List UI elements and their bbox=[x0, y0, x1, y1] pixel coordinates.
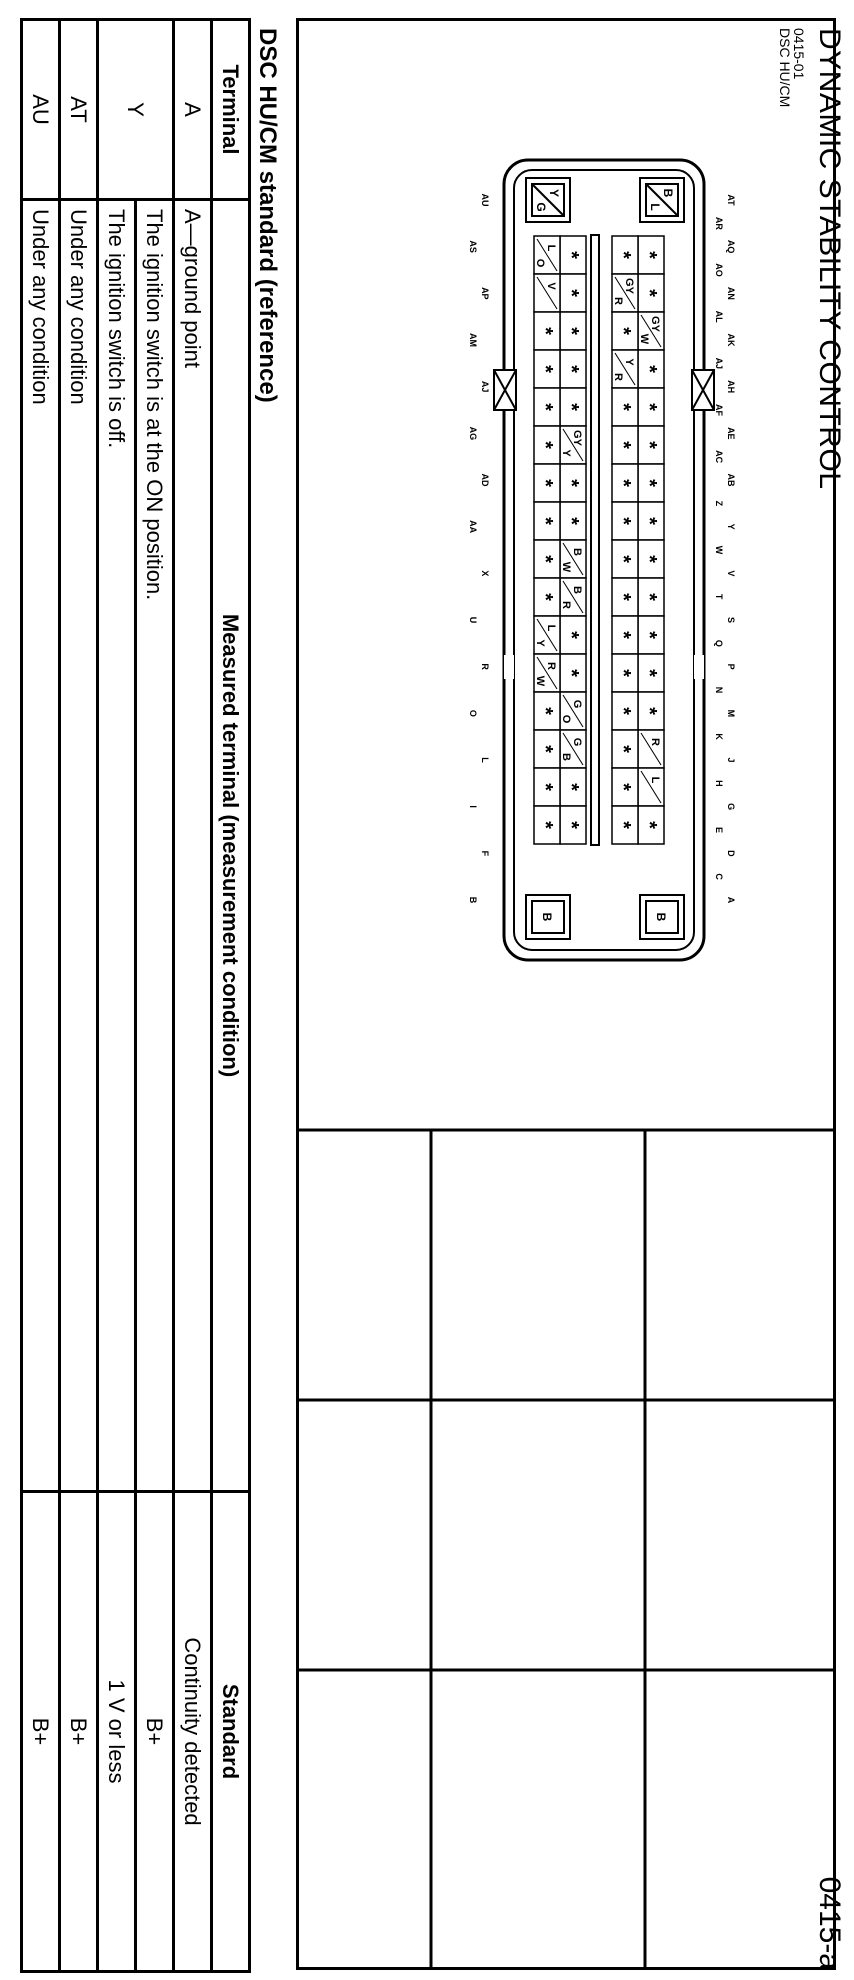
svg-text:L: L bbox=[648, 203, 662, 211]
pin-label: AS bbox=[468, 240, 478, 253]
svg-text:*: * bbox=[612, 251, 634, 259]
svg-text:*: * bbox=[638, 251, 660, 259]
svg-text:L: L bbox=[545, 244, 557, 252]
pin-label: G bbox=[726, 803, 736, 811]
pin-label: AP bbox=[480, 287, 490, 300]
pin-label: AG bbox=[468, 426, 478, 441]
svg-text:*: * bbox=[534, 783, 556, 791]
svg-text:B: B bbox=[571, 548, 583, 556]
svg-text:*: * bbox=[638, 441, 660, 449]
pin-label: T bbox=[714, 593, 724, 600]
terminal-cavity bbox=[612, 616, 638, 654]
condition-cell: Under any condition bbox=[60, 200, 98, 1492]
terminal-cavity bbox=[612, 464, 638, 502]
table-row bbox=[174, 20, 212, 1972]
terminal-cavity bbox=[534, 388, 560, 426]
pin-label: O bbox=[468, 709, 478, 717]
terminal-cavity bbox=[612, 426, 638, 464]
terminal-cavity bbox=[534, 654, 560, 692]
pin-label: AR bbox=[714, 216, 724, 230]
terminal-cavity bbox=[638, 730, 664, 768]
pin-label: AF bbox=[714, 404, 724, 416]
svg-text:*: * bbox=[638, 289, 660, 297]
terminal-cavity bbox=[638, 502, 664, 540]
pin-label: N bbox=[714, 686, 724, 694]
terminal-cavity bbox=[534, 540, 560, 578]
svg-text:*: * bbox=[638, 821, 660, 829]
svg-text:*: * bbox=[612, 441, 634, 449]
terminal-cell: AT bbox=[60, 20, 98, 200]
terminal-cavity bbox=[612, 312, 638, 350]
terminal-cavity bbox=[534, 464, 560, 502]
terminal-cavity bbox=[612, 578, 638, 616]
standard-cell: Continuity detected bbox=[174, 1492, 212, 1972]
terminal-cavity bbox=[638, 692, 664, 730]
terminal-cavity bbox=[638, 540, 664, 578]
pin-label: AQ bbox=[726, 239, 736, 254]
svg-text:R: R bbox=[612, 373, 624, 381]
svg-text:*: * bbox=[534, 745, 556, 753]
svg-text:*: * bbox=[560, 403, 582, 411]
svg-text:*: * bbox=[534, 821, 556, 829]
table-row bbox=[136, 20, 174, 1972]
pin-label: F bbox=[480, 850, 490, 857]
terminal-cavity bbox=[638, 350, 664, 388]
pin-label: AE bbox=[726, 427, 736, 440]
terminal-cavity bbox=[534, 312, 560, 350]
svg-text:*: * bbox=[560, 517, 582, 525]
terminal-cavity bbox=[638, 806, 664, 844]
svg-text:L: L bbox=[649, 776, 661, 784]
svg-text:*: * bbox=[534, 517, 556, 525]
terminal-cavity bbox=[612, 236, 638, 274]
terminal-cavity bbox=[534, 274, 560, 312]
pin-label: AH bbox=[726, 380, 736, 394]
connector-name: DSC HU/CM bbox=[777, 28, 793, 108]
pin-label: AM bbox=[468, 333, 478, 347]
pin-label: Q bbox=[714, 639, 724, 647]
svg-text:O: O bbox=[560, 714, 572, 724]
terminal-cavity bbox=[612, 388, 638, 426]
page-title: DYNAMIC STABILITY CONTROL bbox=[813, 28, 846, 490]
svg-text:*: * bbox=[638, 593, 660, 601]
svg-text:*: * bbox=[534, 479, 556, 487]
table-row bbox=[60, 20, 98, 1972]
terminal-cavity bbox=[560, 578, 586, 616]
svg-text:*: * bbox=[560, 327, 582, 335]
svg-text:*: * bbox=[560, 821, 582, 829]
pin-label: U bbox=[468, 616, 478, 624]
terminal-cell: A bbox=[174, 20, 212, 200]
pin-label: I bbox=[468, 805, 478, 808]
empty-grid bbox=[298, 1130, 834, 1968]
svg-text:*: * bbox=[560, 783, 582, 791]
terminal-cavity bbox=[560, 616, 586, 654]
svg-text:*: * bbox=[534, 403, 556, 411]
header-terminal: Terminal bbox=[212, 20, 250, 200]
terminal-cavity bbox=[534, 768, 560, 806]
pin-label: AJ bbox=[480, 380, 490, 393]
pin-label: J bbox=[726, 757, 736, 763]
pin-label: AD bbox=[480, 473, 490, 487]
svg-text:*: * bbox=[534, 555, 556, 563]
standard-cell: B+ bbox=[22, 1492, 60, 1972]
terminal-cavity bbox=[560, 502, 586, 540]
svg-text:*: * bbox=[612, 479, 634, 487]
terminal-cavity bbox=[560, 540, 586, 578]
svg-text:B: B bbox=[571, 586, 583, 594]
terminal-cell: AU bbox=[22, 20, 60, 200]
svg-text:B: B bbox=[661, 188, 675, 198]
svg-text:B: B bbox=[560, 753, 572, 761]
pin-label: S bbox=[726, 616, 736, 624]
pin-label: AC bbox=[714, 450, 724, 464]
terminal-cavity bbox=[534, 350, 560, 388]
svg-text:B: B bbox=[540, 912, 554, 922]
page-code: 0415-a bbox=[813, 1876, 846, 1970]
svg-text:*: * bbox=[612, 669, 634, 677]
terminal-cavity bbox=[534, 578, 560, 616]
header-measured: Measured terminal (measurement condition) bbox=[212, 200, 250, 1492]
svg-text:*: * bbox=[638, 517, 660, 525]
pin-label: D bbox=[726, 850, 736, 857]
table-row bbox=[98, 20, 136, 1972]
svg-text:*: * bbox=[560, 631, 582, 639]
svg-text:*: * bbox=[534, 707, 556, 715]
svg-text:GY: GY bbox=[649, 316, 661, 332]
terminal-cavity bbox=[560, 654, 586, 692]
pin-label: P bbox=[726, 663, 736, 670]
svg-text:*: * bbox=[560, 669, 582, 677]
terminal-cavity bbox=[638, 426, 664, 464]
pin-label: B bbox=[468, 896, 478, 904]
terminal-cavity bbox=[638, 768, 664, 806]
pin-label: C bbox=[714, 873, 724, 880]
condition-cell: Under any condition bbox=[22, 200, 60, 1492]
connector-body bbox=[494, 160, 714, 960]
svg-text:*: * bbox=[560, 365, 582, 373]
svg-text:*: * bbox=[612, 707, 634, 715]
svg-text:W: W bbox=[560, 561, 572, 573]
pin-label: K bbox=[714, 733, 724, 740]
pin-label: X bbox=[480, 570, 490, 577]
svg-text:*: * bbox=[612, 403, 634, 411]
svg-text:*: * bbox=[612, 783, 634, 791]
svg-text:O: O bbox=[534, 258, 546, 268]
table-header-row bbox=[212, 20, 250, 1972]
pin-label: M bbox=[726, 709, 736, 718]
terminal-cavity bbox=[638, 388, 664, 426]
condition-cell: The ignition switch is off. bbox=[98, 200, 136, 1492]
svg-text:GY: GY bbox=[623, 278, 635, 294]
svg-text:*: * bbox=[560, 289, 582, 297]
svg-text:*: * bbox=[612, 631, 634, 639]
svg-text:*: * bbox=[534, 365, 556, 373]
condition-cell: The ignition switch is at the ON position. bbox=[136, 200, 174, 1492]
pin-label: AT bbox=[726, 194, 736, 206]
condition-cell: A—ground point bbox=[174, 200, 212, 1492]
terminal-cavity bbox=[612, 730, 638, 768]
svg-text:*: * bbox=[638, 365, 660, 373]
terminal-cavity bbox=[638, 578, 664, 616]
svg-text:V: V bbox=[545, 282, 557, 290]
terminal-cavity bbox=[534, 502, 560, 540]
terminal-cavity bbox=[638, 236, 664, 274]
svg-text:G: G bbox=[534, 202, 548, 212]
connector-code: 0415-01 bbox=[791, 28, 807, 80]
standard-cell: B+ bbox=[136, 1492, 174, 1972]
svg-text:R: R bbox=[649, 738, 661, 746]
terminal-cavity bbox=[560, 350, 586, 388]
terminal-cavity bbox=[534, 730, 560, 768]
pin-label: AO bbox=[714, 263, 724, 277]
svg-text:*: * bbox=[534, 327, 556, 335]
terminal-cavity bbox=[560, 806, 586, 844]
pin-label: R bbox=[480, 663, 490, 670]
svg-text:R: R bbox=[545, 662, 557, 670]
pin-label: V bbox=[726, 570, 736, 577]
terminal-cavity bbox=[534, 616, 560, 654]
svg-text:*: * bbox=[534, 441, 556, 449]
terminal-cavity bbox=[638, 654, 664, 692]
svg-text:G: G bbox=[571, 737, 583, 747]
svg-text:*: * bbox=[638, 479, 660, 487]
terminal-cavity bbox=[638, 464, 664, 502]
svg-text:R: R bbox=[612, 297, 624, 305]
table-row bbox=[22, 20, 60, 1972]
terminal-cavity bbox=[612, 654, 638, 692]
pin-label: Y bbox=[726, 523, 736, 530]
terminal-cavity bbox=[612, 502, 638, 540]
table-title: DSC HU/CM standard (reference) bbox=[254, 28, 281, 403]
terminal-cavity bbox=[560, 388, 586, 426]
terminal-cavity bbox=[560, 236, 586, 274]
svg-text:W: W bbox=[534, 675, 546, 687]
svg-text:Y: Y bbox=[560, 449, 572, 457]
terminal-cavity bbox=[534, 806, 560, 844]
svg-text:GY: GY bbox=[571, 430, 583, 446]
terminal-cavity bbox=[560, 464, 586, 502]
terminal-cavity bbox=[612, 692, 638, 730]
pin-label: AK bbox=[726, 333, 736, 347]
pin-label: AJ bbox=[714, 357, 724, 370]
svg-text:*: * bbox=[638, 669, 660, 677]
svg-text:Y: Y bbox=[547, 188, 561, 198]
pin-label: L bbox=[480, 757, 490, 763]
svg-text:*: * bbox=[612, 555, 634, 563]
svg-text:*: * bbox=[638, 707, 660, 715]
svg-text:*: * bbox=[560, 251, 582, 259]
svg-text:L: L bbox=[545, 624, 557, 632]
svg-text:*: * bbox=[612, 821, 634, 829]
terminal-cell: Y bbox=[98, 20, 174, 200]
terminal-cavity bbox=[612, 540, 638, 578]
svg-text:*: * bbox=[560, 479, 582, 487]
svg-text:Y: Y bbox=[534, 639, 546, 647]
terminal-cavity bbox=[560, 426, 586, 464]
svg-text:*: * bbox=[612, 327, 634, 335]
svg-text:*: * bbox=[534, 593, 556, 601]
svg-text:*: * bbox=[638, 555, 660, 563]
svg-text:*: * bbox=[638, 403, 660, 411]
pin-label: AL bbox=[714, 310, 724, 323]
terminal-cavity bbox=[534, 236, 560, 274]
terminal-cavity bbox=[638, 312, 664, 350]
terminal-cavity bbox=[612, 806, 638, 844]
pin-label: E bbox=[714, 826, 724, 834]
header-standard: Standard bbox=[212, 1492, 250, 1972]
svg-text:*: * bbox=[612, 517, 634, 525]
terminal-cavity bbox=[638, 616, 664, 654]
terminal-cavity bbox=[560, 730, 586, 768]
pin-label: AU bbox=[480, 193, 490, 207]
pin-labels bbox=[468, 194, 736, 904]
svg-text:*: * bbox=[612, 745, 634, 753]
terminal-cavity bbox=[612, 274, 638, 312]
terminal-cavity bbox=[534, 426, 560, 464]
svg-text:W: W bbox=[638, 333, 650, 345]
terminal-cavity bbox=[560, 312, 586, 350]
svg-text:G: G bbox=[571, 699, 583, 709]
pin-label: AA bbox=[468, 520, 478, 534]
standard-cell: B+ bbox=[60, 1492, 98, 1972]
svg-text:R: R bbox=[560, 601, 572, 609]
standard-cell: 1 V or less bbox=[98, 1492, 136, 1972]
pin-label: AB bbox=[726, 473, 736, 487]
terminal-cavity bbox=[560, 768, 586, 806]
pin-label: A bbox=[726, 896, 736, 904]
svg-text:*: * bbox=[638, 631, 660, 639]
terminal-cavity bbox=[560, 274, 586, 312]
pin-label: H bbox=[714, 780, 724, 787]
terminal-cavity bbox=[612, 768, 638, 806]
svg-text:*: * bbox=[612, 593, 634, 601]
svg-text:B: B bbox=[654, 912, 668, 922]
standard-table bbox=[20, 18, 251, 1973]
pin-label: Z bbox=[714, 500, 724, 507]
terminal-cavity bbox=[638, 274, 664, 312]
pin-label: W bbox=[714, 545, 724, 555]
terminal-cavity bbox=[612, 350, 638, 388]
terminal-cavity bbox=[534, 692, 560, 730]
pin-label: AN bbox=[726, 286, 736, 300]
svg-text:Y: Y bbox=[623, 358, 635, 366]
terminal-cavity bbox=[560, 692, 586, 730]
